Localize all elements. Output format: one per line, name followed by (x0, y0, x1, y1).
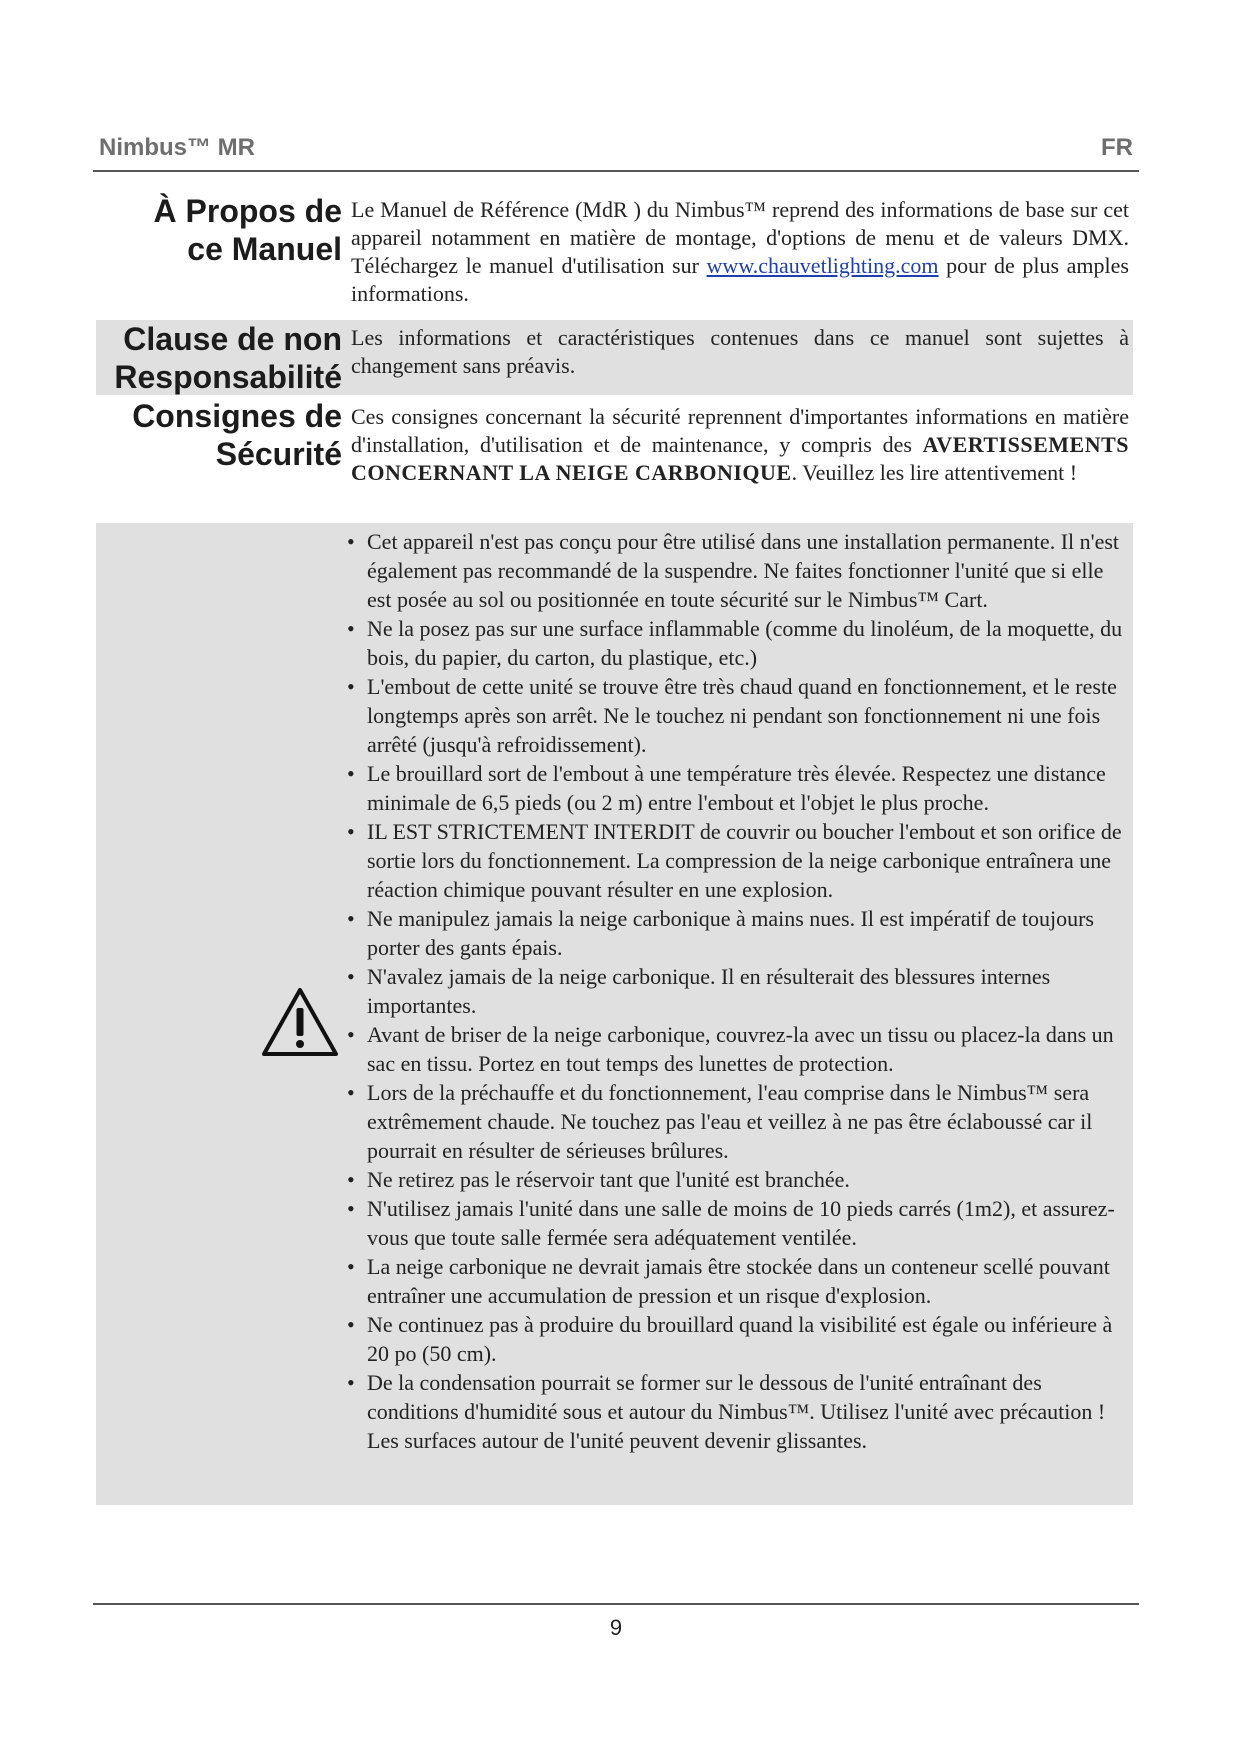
safety-bullet-block (96, 523, 1133, 1505)
section-disclaimer-heading-line2: Responsabilité (114, 359, 342, 395)
page-number: 9 (609, 1615, 623, 1640)
section-about (96, 192, 1133, 320)
section-safety (96, 397, 1133, 523)
section-about-heading-line2: ce Manuel (187, 231, 342, 267)
section-safety-heading-line2: Sécurité (215, 436, 342, 472)
dry-ice-warning-title: AVERTISSEMENTS CONCERNANT LA NEIGE CARBONIQUE (351, 432, 1129, 485)
page-header (93, 130, 1139, 172)
safety-bullet-item: • N'utilisez jamais l'unité dans une salle de moins de 10 pieds carrés (1m2), et assurez-vous que toute salle fermée sera adéquatement ventilée. (347, 1194, 1129, 1252)
safety-bullet-item: • La neige carbonique ne devrait jamais être stockée dans un conteneur scellé pouvant entraîner une accumulation de pression et un risque d'explosion. (347, 1252, 1129, 1310)
safety-bullet-list (347, 527, 1129, 1455)
safety-text-before: Ces consignes concernant la sécurité reprennent d'importantes informations en matière d'installation, d'utilisation et de maintenance, y compris des (351, 404, 1129, 457)
section-disclaimer (96, 320, 1133, 395)
warning-triangle-icon (260, 986, 340, 1058)
chauvet-website-link[interactable]: www.chauvetlighting.com (706, 253, 939, 278)
document-title: Nimbus™ MR (99, 134, 255, 161)
about-text-before: Le Manuel de Référence (MdR ) du Nimbus™ reprend des informations de base sur cet appareil notamment en matière de montage, d'options de menu et de valeurs DMX. Téléchargez le manuel d'utilisation sur (351, 197, 1129, 278)
safety-bullet-item: • N'avalez jamais de la neige carbonique. Il en résulterait des blessures internes importantes. (347, 962, 1129, 1020)
section-disclaimer-text: Les informations et caractéristiques contenues dans ce manuel sont sujettes à changement sans préavis. (351, 325, 1129, 378)
about-text-after: pour de plus amples informations. (351, 253, 1129, 306)
safety-bullet-item: • Cet appareil n'est pas conçu pour être utilisé dans une installation permanente. Il n'est également pas recommandé de la suspendre. Ne faites fonctionner l'unité que si elle est posée au sol ou positionnée en toute sécurité sur le Nimbus™ Cart. (347, 527, 1129, 614)
section-safety-text (351, 403, 1129, 487)
section-disclaimer-heading (96, 320, 342, 396)
safety-bullet-item: • Ne retirez pas le réservoir tant que l'unité est branchée. (347, 1165, 1129, 1194)
section-safety-heading (96, 397, 342, 473)
safety-bullet-item: • L'embout de cette unité se trouve être très chaud quand en fonctionnement, et le reste longtemps après son arrêt. Ne le touchez ni pendant son fonctionnement ni une fois arrêté (jusqu'à refroidissement). (347, 672, 1129, 759)
safety-text-after: . Veuillez les lire attentivement ! (791, 460, 1078, 485)
safety-bullet-item: • Ne la posez pas sur une surface inflammable (comme du linoléum, de la moquette, du bois, du papier, du carton, du plastique, etc.) (347, 614, 1129, 672)
safety-bullet-item: • Ne continuez pas à produire du brouillard quand la visibilité est égale ou inférieure à 20 po (50 cm). (347, 1310, 1129, 1368)
section-disclaimer-heading-line1: Clause de non (123, 321, 342, 357)
section-about-heading-line1: À Propos de (153, 193, 342, 229)
safety-bullet-item: • Ne manipulez jamais la neige carbonique à mains nues. Il est impératif de toujours porter des gants épais. (347, 904, 1129, 962)
safety-bullet-item: • Le brouillard sort de l'embout à une température très élevée. Respectez une distance minimale de 6,5 pieds (ou 2 m) entre l'embout et l'objet le plus proche. (347, 759, 1129, 817)
language-code: FR (1101, 134, 1133, 161)
section-about-heading (96, 192, 342, 268)
section-about-text (351, 196, 1129, 308)
safety-bullet-item: • IL EST STRICTEMENT INTERDIT de couvrir ou boucher l'embout et son orifice de sortie lors du fonctionnement. La compression de la neige carbonique entraînera une réaction chimique pouvant résulter en une explosion. (347, 817, 1129, 904)
safety-bullet-item: • Avant de briser de la neige carbonique, couvrez-la avec un tissu ou placez-la dans un sac en tissu. Portez en tout temps des lunettes de protection. (347, 1020, 1129, 1078)
safety-bullet-item: • Lors de la préchauffe et du fonctionnement, l'eau comprise dans le Nimbus™ sera extrêmement chaude. Ne touchez pas l'eau et veillez à ne pas être éclaboussé car il pourrait en résulter de sérieuses brûlures. (347, 1078, 1129, 1165)
safety-bullet-item: • De la condensation pourrait se former sur le dessous de l'unité entraînant des conditions d'humidité sous et autour du Nimbus™. Utilisez l'unité avec précaution ! Les surfaces autour de l'unité peuvent devenir glissantes. (347, 1368, 1129, 1455)
page-footer (93, 1603, 1139, 1640)
section-safety-heading-line1: Consignes de (132, 398, 342, 434)
